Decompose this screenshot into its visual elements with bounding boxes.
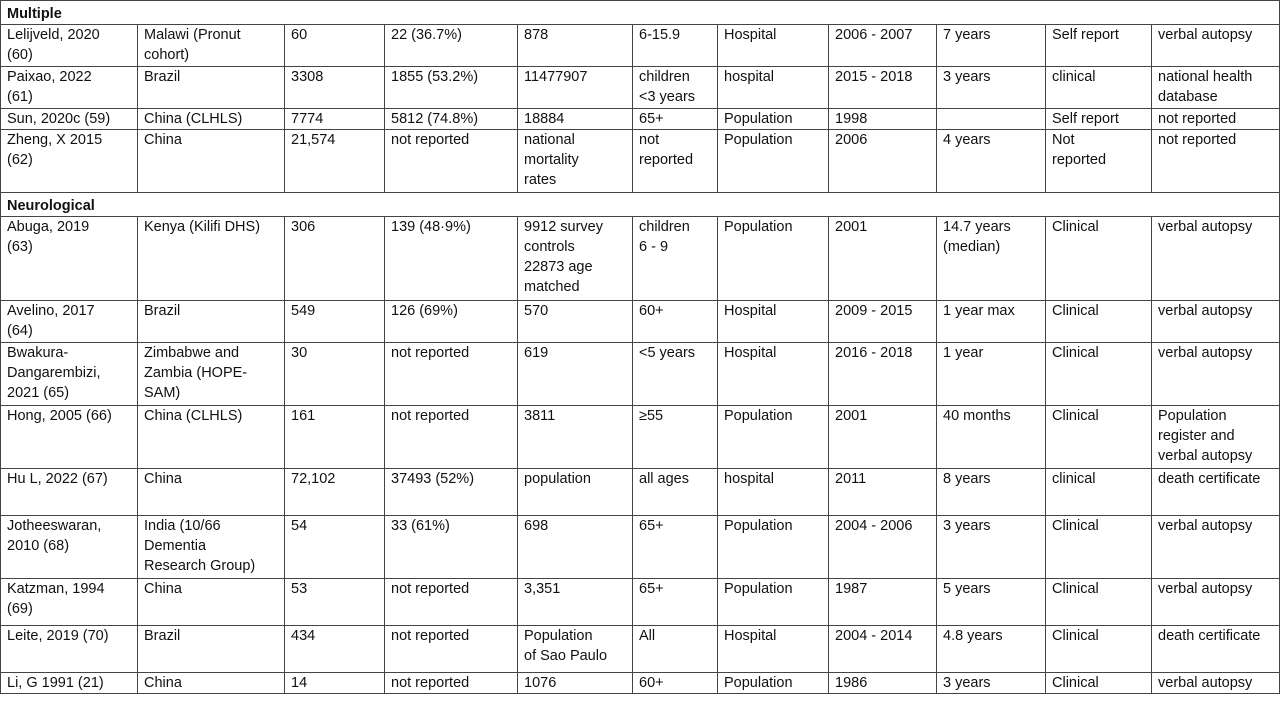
age-cell: ≥55 <box>633 406 718 469</box>
comparator-cell: 570 <box>518 301 633 343</box>
follow-up-cell: 3 years <box>937 67 1046 109</box>
diagnosis-cell: clinical <box>1046 469 1152 516</box>
follow-up-cell: 5 years <box>937 579 1046 626</box>
diagnosis-cell: Clinical <box>1046 516 1152 579</box>
country-cell: China (CLHLS) <box>138 109 285 130</box>
study-cell: Abuga, 2019 (63) <box>1 217 138 301</box>
cause-of-death-cell: not reported <box>1152 109 1280 130</box>
baseline-year-cell: 2006 <box>829 130 937 193</box>
deaths-cell: 1855 (53.2%) <box>385 67 518 109</box>
study-cell: Hong, 2005 (66) <box>1 406 138 469</box>
country-cell: Zimbabwe and Zambia (HOPE- SAM) <box>138 343 285 406</box>
diagnosis-cell: Self report <box>1046 109 1152 130</box>
comparator-cell: population <box>518 469 633 516</box>
table-row <box>1 67 1280 109</box>
age-cell: 60+ <box>633 301 718 343</box>
follow-up-cell: 4.8 years <box>937 626 1046 673</box>
follow-up-cell: 3 years <box>937 516 1046 579</box>
comparator-cell: 9912 survey controls 22873 age matched <box>518 217 633 301</box>
table-row <box>1 516 1280 579</box>
comparator-cell: 11477907 <box>518 67 633 109</box>
diagnosis-cell: Clinical <box>1046 579 1152 626</box>
comparator-cell: 698 <box>518 516 633 579</box>
diagnosis-cell: clinical <box>1046 67 1152 109</box>
country-cell: China <box>138 673 285 694</box>
study-cell: Sun, 2020c (59) <box>1 109 138 130</box>
cause-of-death-cell: verbal autopsy <box>1152 301 1280 343</box>
table-row <box>1 25 1280 67</box>
country-cell: Kenya (Kilifi DHS) <box>138 217 285 301</box>
comparator-cell: national mortality rates <box>518 130 633 193</box>
table-row <box>1 406 1280 469</box>
diagnosis-cell: Clinical <box>1046 626 1152 673</box>
n-cell: 434 <box>285 626 385 673</box>
cause-of-death-cell: death certificate <box>1152 626 1280 673</box>
follow-up-cell: 4 years <box>937 130 1046 193</box>
cause-of-death-cell: not reported <box>1152 130 1280 193</box>
n-cell: 549 <box>285 301 385 343</box>
comparator-cell: Population of Sao Paulo <box>518 626 633 673</box>
n-cell: 54 <box>285 516 385 579</box>
n-cell: 60 <box>285 25 385 67</box>
study-cell: Jotheeswaran, 2010 (68) <box>1 516 138 579</box>
follow-up-cell: 14.7 years (median) <box>937 217 1046 301</box>
country-cell: China <box>138 469 285 516</box>
deaths-cell: not reported <box>385 130 518 193</box>
age-cell: not reported <box>633 130 718 193</box>
cause-of-death-cell: verbal autopsy <box>1152 217 1280 301</box>
table-row <box>1 130 1280 193</box>
setting-cell: Population <box>718 516 829 579</box>
follow-up-cell: 8 years <box>937 469 1046 516</box>
country-cell: China <box>138 130 285 193</box>
setting-cell: Population <box>718 109 829 130</box>
deaths-cell: 22 (36.7%) <box>385 25 518 67</box>
setting-cell: Population <box>718 673 829 694</box>
setting-cell: Population <box>718 130 829 193</box>
setting-cell: Hospital <box>718 25 829 67</box>
study-cell: Avelino, 2017 (64) <box>1 301 138 343</box>
deaths-cell: not reported <box>385 673 518 694</box>
follow-up-cell <box>937 109 1046 130</box>
country-cell: India (10/66 Dementia Research Group) <box>138 516 285 579</box>
deaths-cell: not reported <box>385 343 518 406</box>
age-cell: children <3 years <box>633 67 718 109</box>
setting-cell: hospital <box>718 469 829 516</box>
follow-up-cell: 1 year <box>937 343 1046 406</box>
baseline-year-cell: 2015 - 2018 <box>829 67 937 109</box>
diagnosis-cell: Clinical <box>1046 673 1152 694</box>
baseline-year-cell: 2001 <box>829 406 937 469</box>
comparator-cell: 3,351 <box>518 579 633 626</box>
table-row <box>1 217 1280 301</box>
table-row <box>1 343 1280 406</box>
study-cell: Leite, 2019 (70) <box>1 626 138 673</box>
comparator-cell: 878 <box>518 25 633 67</box>
country-cell: China (CLHLS) <box>138 406 285 469</box>
follow-up-cell: 3 years <box>937 673 1046 694</box>
setting-cell: Population <box>718 406 829 469</box>
country-cell: Malawi (Pronut cohort) <box>138 25 285 67</box>
table-row <box>1 469 1280 516</box>
section-title: Neurological <box>1 193 1280 217</box>
baseline-year-cell: 2016 - 2018 <box>829 343 937 406</box>
country-cell: Brazil <box>138 67 285 109</box>
section-header-row <box>1 1 1280 25</box>
n-cell: 53 <box>285 579 385 626</box>
age-cell: children 6 - 9 <box>633 217 718 301</box>
study-cell: Bwakura- Dangarembizi, 2021 (65) <box>1 343 138 406</box>
deaths-cell: 126 (69%) <box>385 301 518 343</box>
table-row <box>1 109 1280 130</box>
comparator-cell: 3811 <box>518 406 633 469</box>
age-cell: 65+ <box>633 516 718 579</box>
country-cell: China <box>138 579 285 626</box>
n-cell: 7774 <box>285 109 385 130</box>
setting-cell: Population <box>718 217 829 301</box>
age-cell: 6-15.9 <box>633 25 718 67</box>
n-cell: 3308 <box>285 67 385 109</box>
diagnosis-cell: Self report <box>1046 25 1152 67</box>
baseline-year-cell: 2009 - 2015 <box>829 301 937 343</box>
age-cell: all ages <box>633 469 718 516</box>
cause-of-death-cell: death certificate <box>1152 469 1280 516</box>
setting-cell: Hospital <box>718 343 829 406</box>
setting-cell: Hospital <box>718 626 829 673</box>
table-body <box>1 1 1280 694</box>
comparator-cell: 619 <box>518 343 633 406</box>
study-cell: Zheng, X 2015 (62) <box>1 130 138 193</box>
diagnosis-cell: Clinical <box>1046 343 1152 406</box>
deaths-cell: 33 (61%) <box>385 516 518 579</box>
study-cell: Katzman, 1994 (69) <box>1 579 138 626</box>
study-cell: Li, G 1991 (21) <box>1 673 138 694</box>
n-cell: 30 <box>285 343 385 406</box>
study-cell: Paixao, 2022 (61) <box>1 67 138 109</box>
n-cell: 72,102 <box>285 469 385 516</box>
deaths-cell: 5812 (74.8%) <box>385 109 518 130</box>
diagnosis-cell: Clinical <box>1046 406 1152 469</box>
n-cell: 21,574 <box>285 130 385 193</box>
n-cell: 306 <box>285 217 385 301</box>
age-cell: 60+ <box>633 673 718 694</box>
age-cell: 65+ <box>633 579 718 626</box>
diagnosis-cell: Clinical <box>1046 301 1152 343</box>
setting-cell: Hospital <box>718 301 829 343</box>
baseline-year-cell: 2001 <box>829 217 937 301</box>
age-cell: 65+ <box>633 109 718 130</box>
deaths-cell: not reported <box>385 406 518 469</box>
table-row <box>1 673 1280 694</box>
cause-of-death-cell: Population register and verbal autopsy <box>1152 406 1280 469</box>
study-cell: Hu L, 2022 (67) <box>1 469 138 516</box>
section-title: Multiple <box>1 1 1280 25</box>
deaths-cell: 139 (48·9%) <box>385 217 518 301</box>
diagnosis-cell: Clinical <box>1046 217 1152 301</box>
setting-cell: Population <box>718 579 829 626</box>
cause-of-death-cell: verbal autopsy <box>1152 25 1280 67</box>
setting-cell: hospital <box>718 67 829 109</box>
baseline-year-cell: 1987 <box>829 579 937 626</box>
cause-of-death-cell: verbal autopsy <box>1152 516 1280 579</box>
comparator-cell: 1076 <box>518 673 633 694</box>
cause-of-death-cell: verbal autopsy <box>1152 343 1280 406</box>
country-cell: Brazil <box>138 301 285 343</box>
deaths-cell: not reported <box>385 626 518 673</box>
cause-of-death-cell: verbal autopsy <box>1152 673 1280 694</box>
age-cell: <5 years <box>633 343 718 406</box>
cause-of-death-cell: verbal autopsy <box>1152 579 1280 626</box>
age-cell: All <box>633 626 718 673</box>
comparator-cell: 18884 <box>518 109 633 130</box>
table-row <box>1 301 1280 343</box>
study-cell: Lelijveld, 2020 (60) <box>1 25 138 67</box>
diagnosis-cell: Not reported <box>1046 130 1152 193</box>
follow-up-cell: 1 year max <box>937 301 1046 343</box>
n-cell: 14 <box>285 673 385 694</box>
follow-up-cell: 7 years <box>937 25 1046 67</box>
baseline-year-cell: 2006 - 2007 <box>829 25 937 67</box>
section-header-row <box>1 193 1280 217</box>
table-row <box>1 579 1280 626</box>
deaths-cell: not reported <box>385 579 518 626</box>
baseline-year-cell: 1998 <box>829 109 937 130</box>
deaths-cell: 37493 (52%) <box>385 469 518 516</box>
table-row <box>1 626 1280 673</box>
baseline-year-cell: 1986 <box>829 673 937 694</box>
baseline-year-cell: 2004 - 2014 <box>829 626 937 673</box>
country-cell: Brazil <box>138 626 285 673</box>
n-cell: 161 <box>285 406 385 469</box>
cause-of-death-cell: national health database <box>1152 67 1280 109</box>
baseline-year-cell: 2011 <box>829 469 937 516</box>
follow-up-cell: 40 months <box>937 406 1046 469</box>
baseline-year-cell: 2004 - 2006 <box>829 516 937 579</box>
